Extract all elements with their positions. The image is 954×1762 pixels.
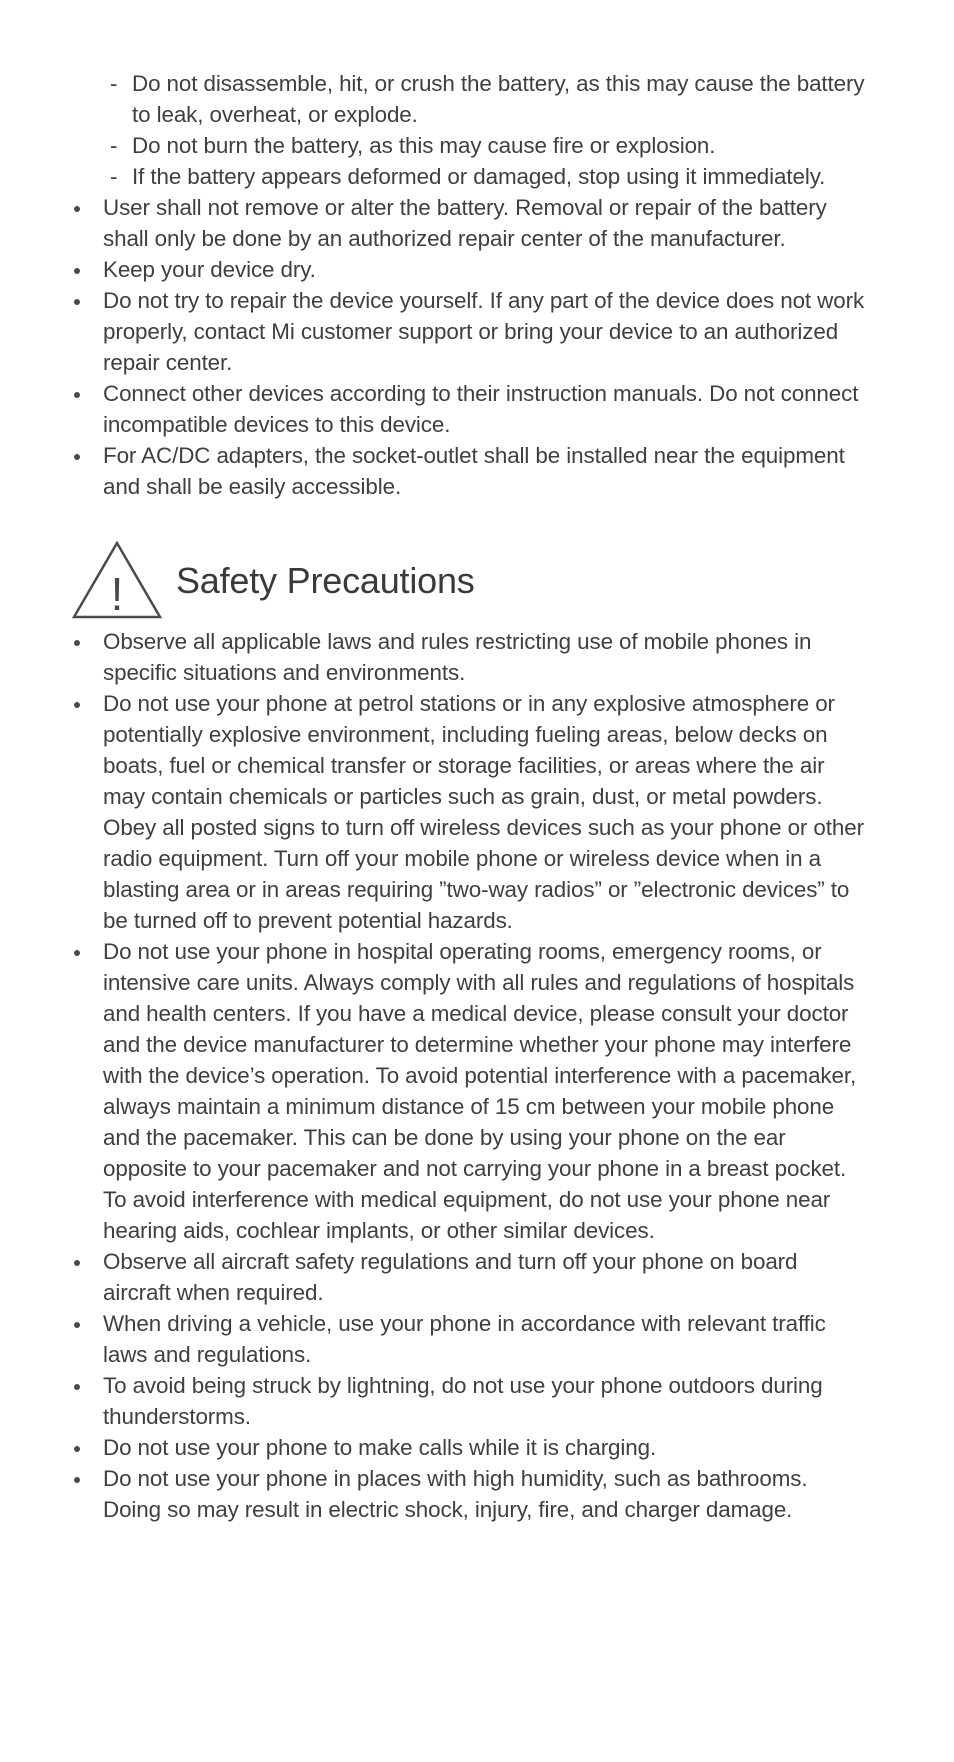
list-item — [71, 1463, 871, 1525]
list-item-text: Do not use your phone in hospital operating rooms, emergency rooms, or intensive care units. Always comply with all rules and regulations of hospitals and health centers. If you have a medical device, please consult your doctor and the device manufacturer to determine whether your phone may interfere with the device’s operation. To avoid potential interference with a pacemaker, always maintain a minimum distance of 15 cm between your mobile phone and the pacemaker. This can be done by using your phone on the ear opposite to your pacemaker and not carrying your phone in a breast pocket. To avoid interference with medical equipment, do not use your phone near hearing aids, cochlear implants, or other similar devices. — [103, 939, 857, 1243]
list-item — [71, 1308, 871, 1370]
bullet-dot — [74, 206, 80, 212]
bullet-dot — [74, 268, 80, 274]
warning-glyph: ! — [110, 568, 124, 619]
warning-triangle-icon — [72, 541, 162, 619]
list-item — [71, 440, 871, 502]
list-item-text: Connect other devices according to their instruction manuals. Do not connect incompatible devices to this device. — [103, 381, 859, 437]
sub-list-item: - If the battery appears deformed or damaged, stop using it immediately. — [110, 164, 826, 189]
list-item-text: Do not try to repair the device yourself. If any part of the device does not work properly, contact Mi customer support or bring your device to an authorized repair center. — [103, 288, 865, 375]
bullet-dot — [74, 640, 80, 646]
list-item-text: Keep your device dry. — [103, 257, 316, 282]
bullet-dot — [74, 702, 80, 708]
sub-list-item: - Do not disassemble, hit, or crush the battery, as this may cause the battery to leak, overheat, or explode. — [110, 71, 865, 127]
list-item-text: Do not use your phone in places with high humidity, such as bathrooms. Doing so may result in electric shock, injury, fire, and charger damage. — [103, 1466, 808, 1522]
section-title: Safety Precautions — [176, 560, 475, 601]
list-item-text: Do not use your phone at petrol stations or in any explosive atmosphere or potentially explosive environment, including fueling areas, below decks on boats, fuel or chemical transfer or storage facilities, or areas where the air may contain chemicals or particles such as grain, dust, or metal powders. Obey all posted signs to turn off wireless devices such as your phone or other radio equipment. Turn off your mobile phone or wireless device when in a blasting area or in areas requiring ”two-way radios” or ”electronic devices” to be turned off to prevent potential hazards. — [103, 691, 864, 933]
list-item-text: Do not use your phone to make calls while it is charging. — [103, 1435, 657, 1460]
list-item — [71, 626, 871, 688]
bullet-dot — [74, 1446, 80, 1452]
bullet-dot — [74, 1322, 80, 1328]
list-item — [71, 688, 871, 936]
list-item-text: When driving a vehicle, use your phone in accordance with relevant traffic laws and regulations. — [103, 1311, 826, 1367]
sub-item-text: If the battery appears deformed or damaged, stop using it immediately. — [132, 164, 826, 189]
safety-precautions-header — [72, 541, 872, 621]
sub-item-text: Do not disassemble, hit, or crush the battery, as this may cause the battery to leak, overheat, or explode. — [132, 71, 865, 127]
list-item-text: User shall not remove or alter the battery. Removal or repair of the battery shall only be done by an authorized repair center of the manufacturer. — [103, 195, 827, 251]
bullet-dot — [74, 1384, 80, 1390]
bullet-dot — [74, 1260, 80, 1266]
list-item — [71, 254, 871, 285]
list-item-text: Observe all aircraft safety regulations and turn off your phone on board aircraft when required. — [103, 1249, 798, 1305]
bullet-dot — [74, 950, 80, 956]
list-item — [71, 285, 871, 378]
list-item-text: For AC/DC adapters, the socket-outlet shall be installed near the equipment and shall be easily accessible. — [103, 443, 845, 499]
list-item — [71, 1432, 871, 1463]
list-item — [71, 1246, 871, 1308]
bullet-dot — [74, 392, 80, 398]
list-item — [71, 192, 871, 254]
bullet-dot — [74, 454, 80, 460]
battery-sub-list — [107, 68, 887, 192]
bullet-dot — [74, 299, 80, 305]
list-item-text: Observe all applicable laws and rules restricting use of mobile phones in specific situations and environments. — [103, 629, 812, 685]
list-item — [71, 1370, 871, 1432]
sub-item-text: Do not burn the battery, as this may cause fire or explosion. — [132, 133, 716, 158]
sub-list-item: - Do not burn the battery, as this may cause fire or explosion. — [110, 133, 716, 158]
safety-bullet-list — [71, 626, 871, 1525]
list-item — [71, 936, 871, 1246]
bullet-dot — [74, 1477, 80, 1483]
list-item-text: To avoid being struck by lightning, do not use your phone outdoors during thunderstorms. — [103, 1373, 823, 1429]
list-item — [71, 378, 871, 440]
general-bullet-list — [71, 192, 871, 502]
